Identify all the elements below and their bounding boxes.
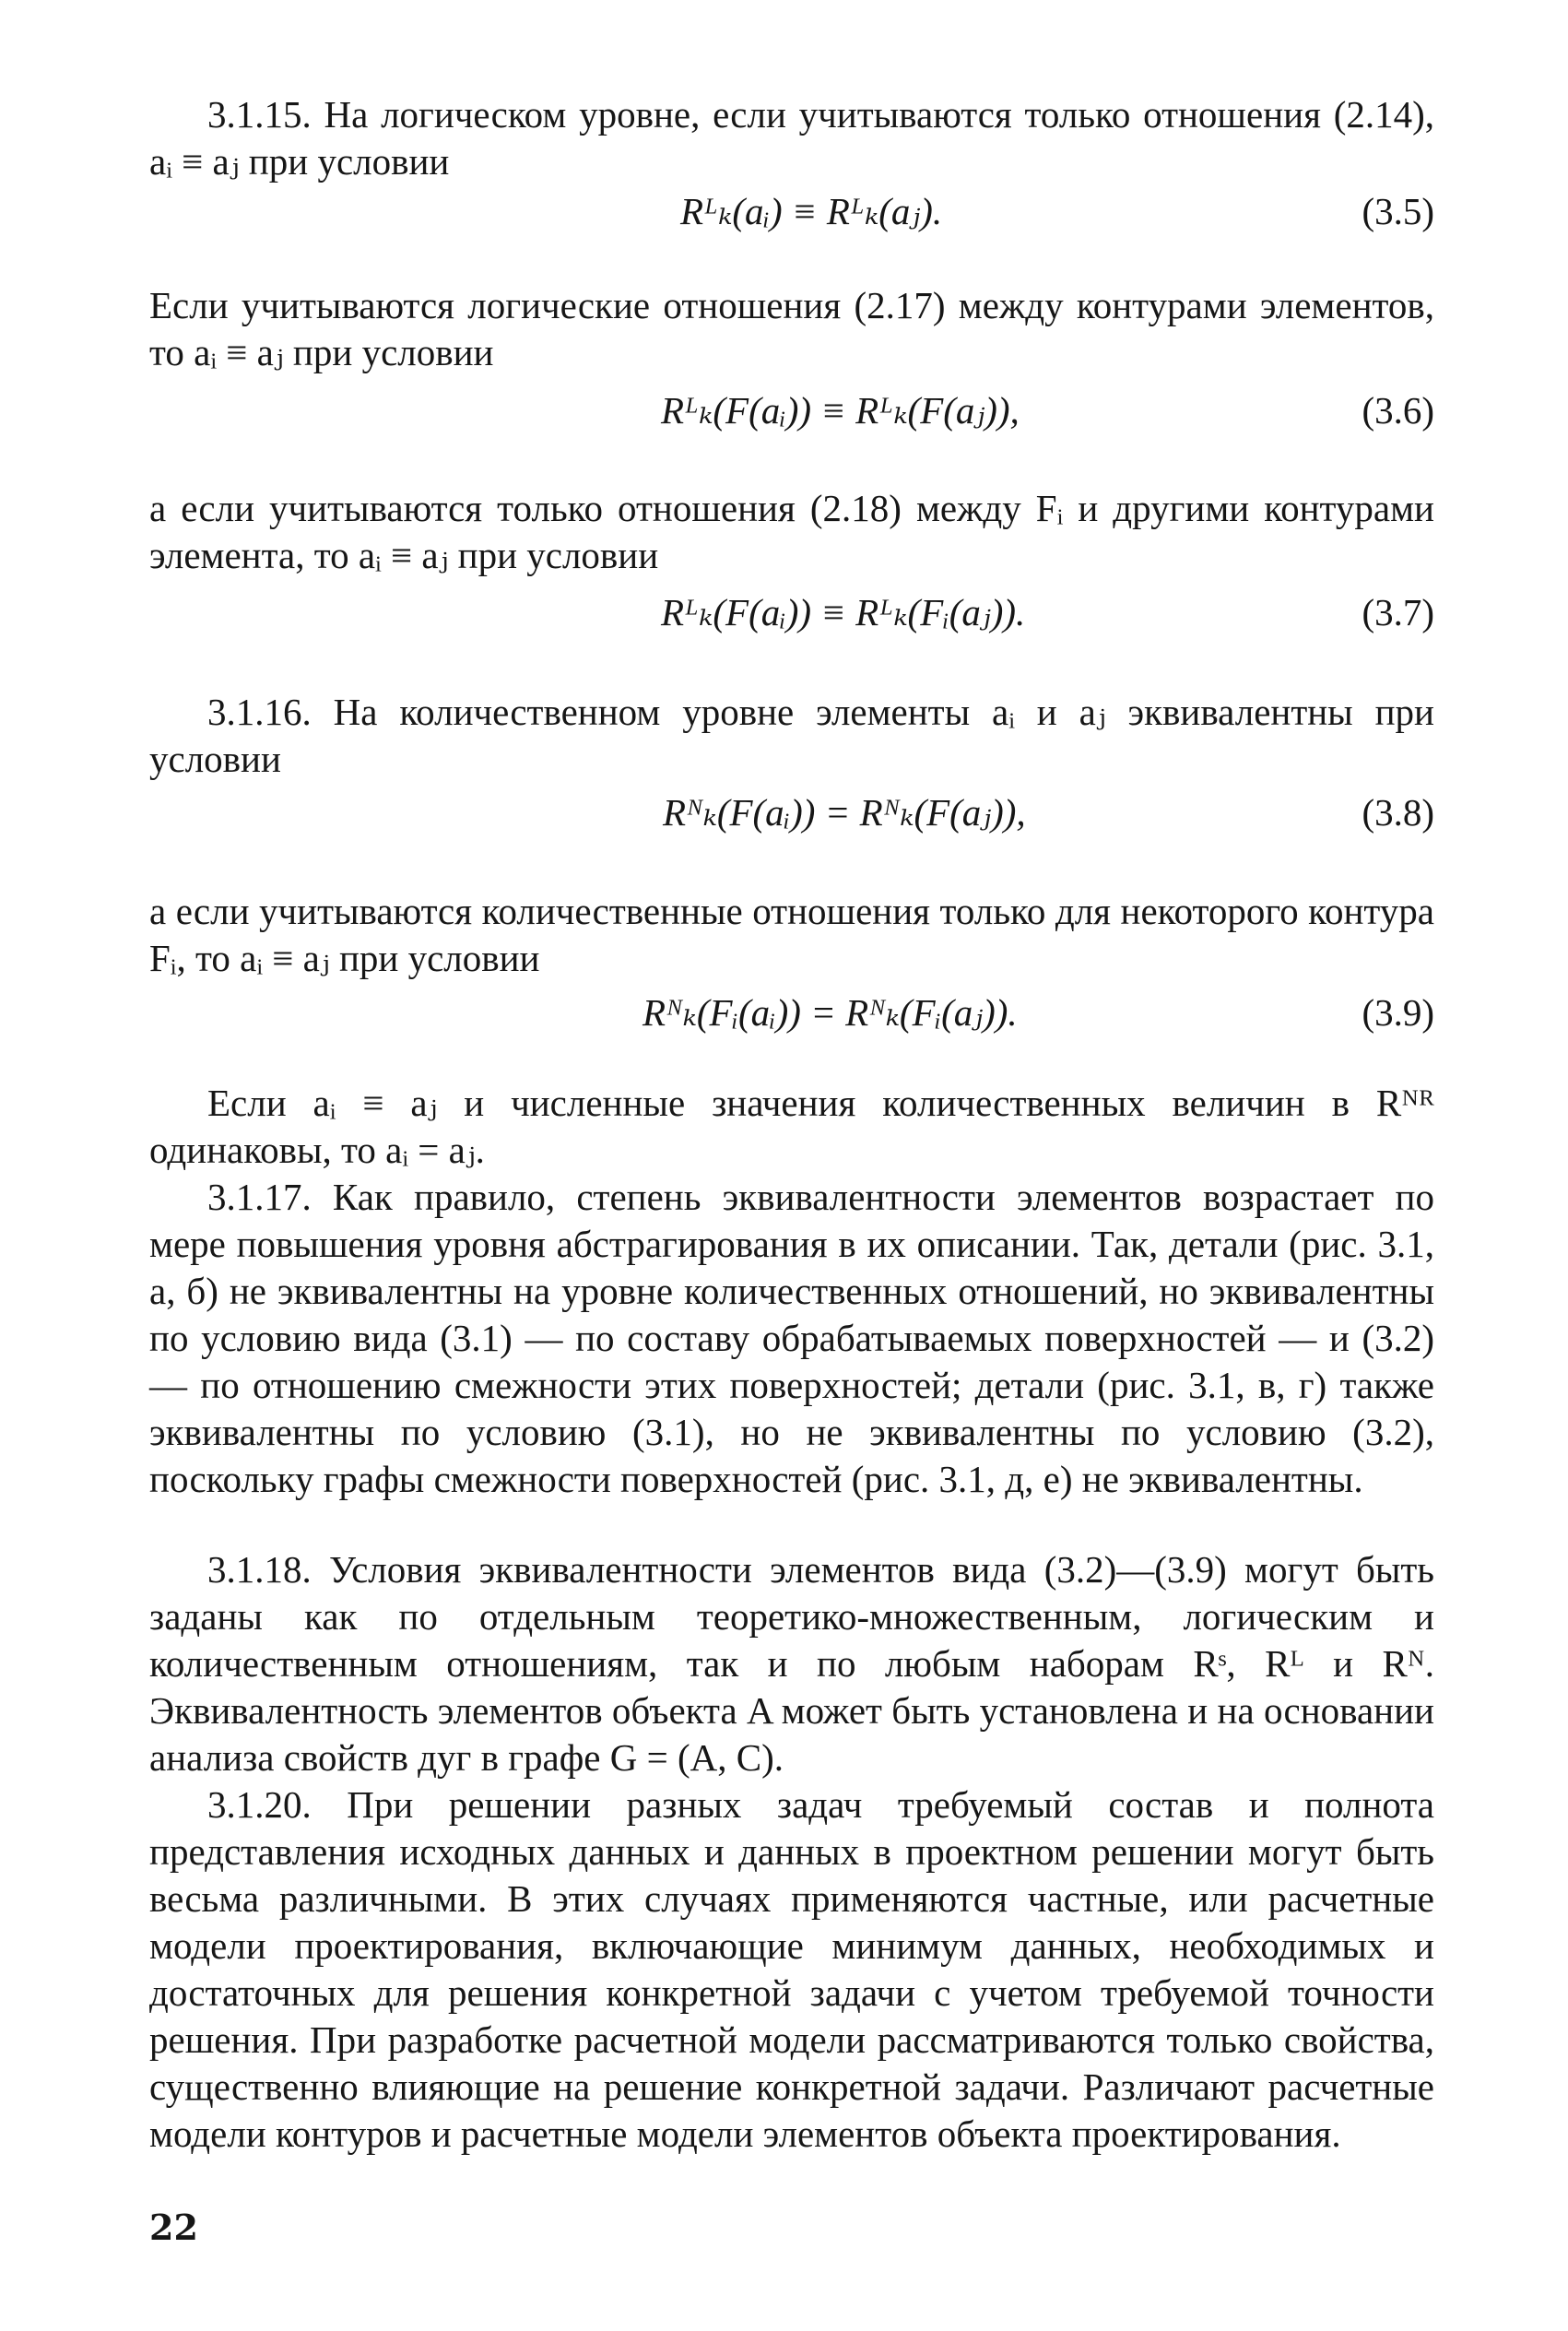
equation-3-9 bbox=[149, 987, 1434, 1038]
equation-number: (3.5) bbox=[1362, 190, 1434, 232]
book-page bbox=[149, 0, 1434, 2331]
equation-3-8 bbox=[149, 787, 1434, 838]
equation-formula: Rᴺₖ(F(aᵢ)) = Rᴺₖ(F(aⱼ)), bbox=[663, 791, 1026, 834]
paragraph-3-1-17: 3.1.17. Как правило, степень эквивалентности элементов возрастает по мере повышения уровня абстрагирования в их описании. Так, детали (рис. 3.1, а, б) не эквивалентны на уровне количественных отношений, но эквивалентны по условию вида (3.1) — по составу обрабатываемых поверхностей — и (3.2) — по отношению смежности этих поверхностей; детали (рис. 3.1, в, г) также эквивалентны по условию (3.1), но не эквивалентны по условию (3.2), поскольку графы смежности поверхностей (рис. 3.1, д, е) не эквивалентны. bbox=[149, 1176, 1434, 1500]
paragraph-3-1-15: 3.1.15. На логическом уровне, если учитываются только отношения (2.14), aᵢ ≡ aⱼ при условии bbox=[149, 93, 1434, 183]
equation-3-5 bbox=[149, 185, 1434, 237]
equation-number: (3.9) bbox=[1362, 991, 1434, 1034]
equation-number: (3.6) bbox=[1362, 389, 1434, 432]
paragraph-numeric-values: Если aᵢ ≡ aⱼ и численные значения количественных величин в Rᴺᴿ одинаковы, то aᵢ = aⱼ. bbox=[149, 1082, 1434, 1171]
equation-3-6 bbox=[149, 385, 1434, 436]
equation-number: (3.7) bbox=[1362, 591, 1434, 633]
equation-formula: Rᴸₖ(F(aᵢ)) ≡ Rᴸₖ(F(aⱼ)), bbox=[661, 389, 1020, 432]
paragraph-3-1-20: 3.1.20. При решении разных задач требуемый состав и полнота представления исходных данных и данных в проектном решении могут быть весьма различными. В этих случаях применяются частные, или расчетные модели проектирования, включающие минимум данных, необходимых и достаточных для решения конкретной задачи с учетом требуемой точности решения. При разработке расчетной модели рассматриваются только свойства, существенно влияющие на решение конкретной задачи. Различают расчетные модели контуров и расчетные модели элементов объекта проектирования. bbox=[149, 1783, 1434, 2155]
paragraph-logical-contours: Если учитываются логические отношения (2.17) между контурами элементов, то aᵢ ≡ aⱼ при условии bbox=[149, 284, 1434, 373]
paragraph-3-1-18: 3.1.18. Условия эквивалентности элементов вида (3.2)—(3.9) могут быть заданы как по отдельным теоретико-множественным, логическим и количественным отношениям, так и по любым наборам Rˢ, Rᴸ и Rᴺ. Эквивалентность элементов объекта A может быть установлена и на основании анализа свойств дуг в графе G = (A, C). bbox=[149, 1548, 1434, 1779]
paragraph-quantitative-contour: а если учитываются количественные отношения только для некоторого контура Fᵢ, то aᵢ ≡ aⱼ при условии bbox=[149, 890, 1434, 979]
equation-formula: Rᴸₖ(aᵢ) ≡ Rᴸₖ(aⱼ). bbox=[680, 190, 943, 232]
equation-formula: Rᴸₖ(F(aᵢ)) ≡ Rᴸₖ(Fᵢ(aⱼ)). bbox=[661, 591, 1026, 633]
paragraph-3-1-16: 3.1.16. На количественном уровне элементы aᵢ и aⱼ эквивалентны при условии bbox=[149, 691, 1434, 780]
equation-3-7 bbox=[149, 586, 1434, 638]
paragraph-relations-2-18: а если учитываются только отношения (2.18) между Fᵢ и другими контурами элемента, то aᵢ ≡ aⱼ при условии bbox=[149, 487, 1434, 576]
page-number: 22 bbox=[149, 2207, 198, 2248]
equation-formula: Rᴺₖ(Fᵢ(aᵢ)) = Rᴺₖ(Fᵢ(aⱼ)). bbox=[643, 991, 1018, 1034]
equation-number: (3.8) bbox=[1362, 791, 1434, 834]
